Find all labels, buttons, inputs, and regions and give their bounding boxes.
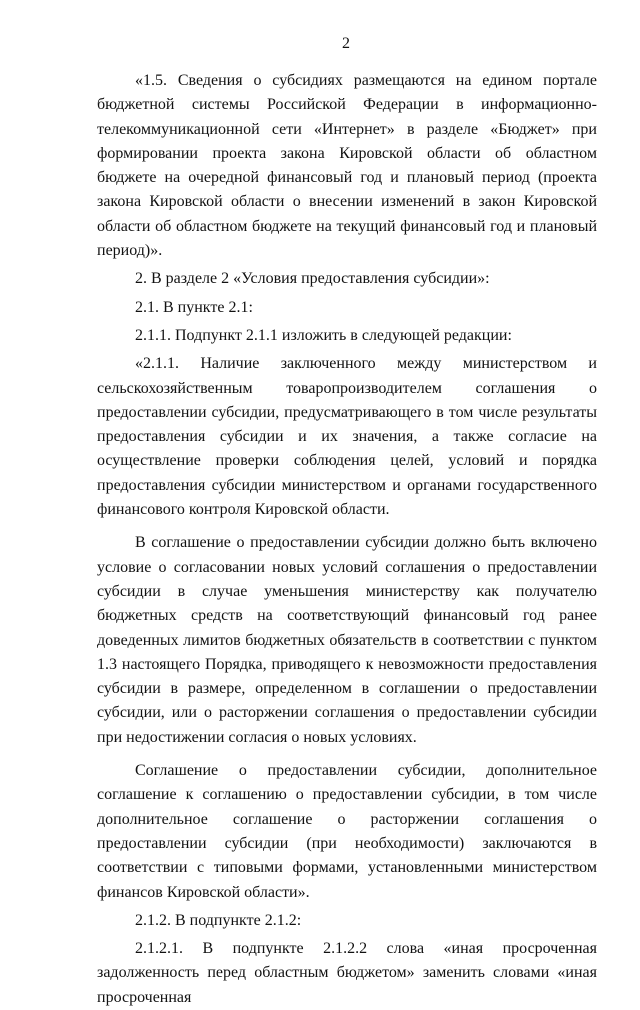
paragraph-2-1-2-1: 2.1.2.1. В подпункте 2.1.2.2 слова «иная просроченная задолженность перед областным бюджетом» заменить словами «иная просроченная (97, 940, 597, 1006)
paragraph-1-5-subsidy-info: «1.5. Сведения о субсидиях размещаются на едином портале бюджетной системы Российской Федерации в информационно-телекоммуникационной сети «Интернет» в разделе «Бюджет» при формировании проекта закона Кировской области об областном бюджете на очередной финансовый год и плановый период (проекта закона Кировской области о внесении изменений в закон Кировской области об областном бюджете на текущий финансовый год и плановый период)». (97, 72, 597, 260)
paragraph-2-1-1-text: «2.1.1. Наличие заключенного между министерством и сельскохозяйственным товаропроизводителем соглашения о предоставлении субсидии, предусматривающего в том числе результаты предоставления субсидии и их значения, а также согласие на осуществление проверки соблюдения целей, условий и порядка предоставления субсидии министерством и органами государственного финансового контроля Кировской области. (97, 355, 597, 519)
paragraph-agreement-forms: Соглашение о предоставлении субсидии, дополнительное соглашение к соглашению о предоставлении субсидии, в том числе дополнительное соглашение о расторжении соглашения о предоставлении субсидии (при необходимости) заключаются в соответствии с типовыми формами, установленными министерством финансов Кировской области». (97, 762, 597, 901)
paragraph-agreement-condition: В соглашение о предоставлении субсидии должно быть включено условие о согласовании новых условий соглашения о предоставлении субсидии в случае уменьшения министерству как получателю бюджетных средств на соответствующий финансовый год ранее доведенных лимитов бюджетных обязательств в соответствии с пунктом 1.3 настоящего Порядка, приводящего к невозможности предоставления субсидии в размере, определенном в соглашении о предоставлении субсидии, или о расторжении соглашения о предоставлении субсидии при недостижении согласия о новых условиях. (97, 534, 597, 746)
paragraph-2-1-2: 2.1.2. В подпункте 2.1.2: (135, 911, 302, 929)
paragraph-2-1: 2.1. В пункте 2.1: (135, 298, 253, 316)
paragraph-2-1-1-intro: 2.1.1. Подпункт 2.1.1 изложить в следующей редакции: (135, 326, 512, 344)
paragraph-section-2-heading: 2. В разделе 2 «Условия предоставления субсидии»: (135, 270, 490, 288)
page-number: 2 (342, 35, 350, 52)
document-body (97, 69, 597, 1010)
